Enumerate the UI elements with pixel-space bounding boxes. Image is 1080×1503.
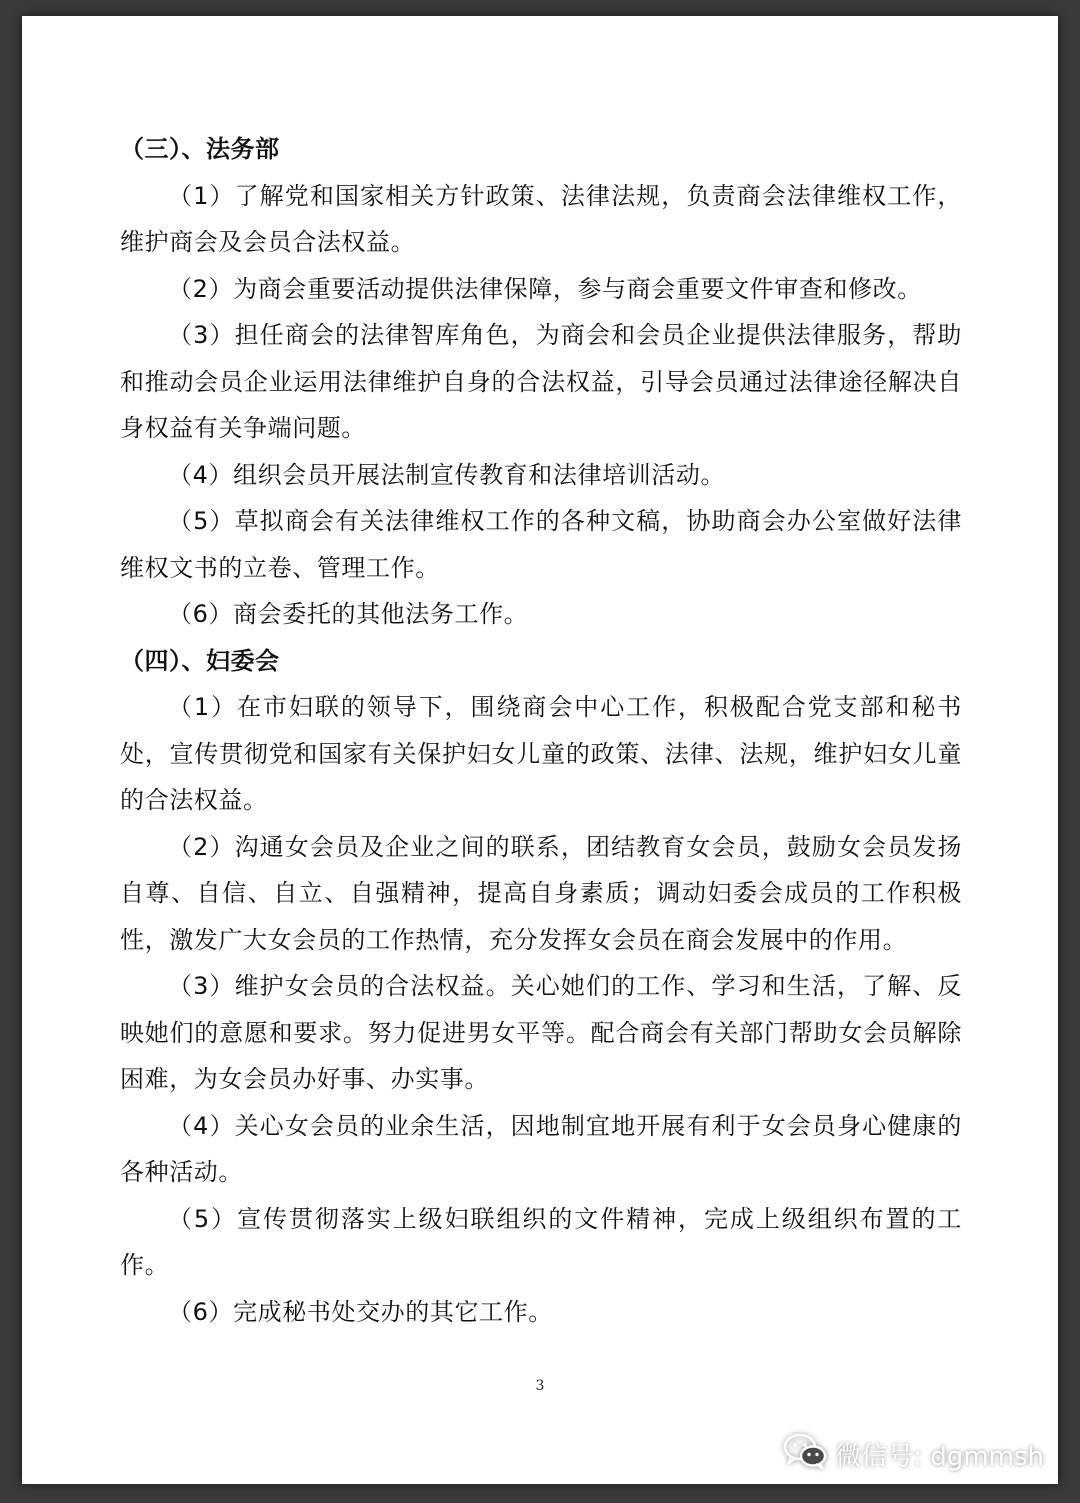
paragraph: （4）关心女会员的业余生活，因地制宜地开展有利于女会员身心健康的各种活动。 <box>120 1111 962 1186</box>
document-page <box>22 16 1058 1484</box>
paragraph: （4）组织会员开展法制宣传教育和法律培训活动。 <box>168 460 726 489</box>
paragraph: （2）沟通女会员及企业之间的联系，团结教育女会员，鼓励女会员发扬自尊、自信、自立、自强精神，提高自身素质；调动妇委会成员的工作积极性，激发广大女会员的工作热情，充分发挥女会员在商会发展中的作用。 <box>120 832 962 954</box>
paragraph: （5）草拟商会有关法律维权工作的各种文稿，协助商会办公室做好法律维权文书的立卷、管理工作。 <box>120 507 962 582</box>
paragraph: （3）维护女会员的合法权益。关心她们的工作、学习和生活，了解、反映她们的意愿和要求。努力促进男女平等。配合商会有关部门帮助女会员解除困难，为女会员办好事、办实事。 <box>120 972 962 1093</box>
wechat-icon <box>783 1432 827 1477</box>
section-heading: （四）、妇委会 <box>120 646 280 675</box>
paragraph: （2）为商会重要活动提供法律保障，参与商会重要文件审查和修改。 <box>168 274 922 303</box>
paragraph: （6）完成秘书处交办的其它工作。 <box>168 1297 553 1326</box>
page-number: 3 <box>535 1378 545 1394</box>
paragraph: （1）了解党和国家相关方针政策、法律法规，负责商会法律维权工作，维护商会及会员合法权益。 <box>120 181 962 256</box>
watermark <box>783 1432 1044 1477</box>
section-heading: （三）、法务部 <box>120 135 280 163</box>
paragraph: （6）商会委托的其他法务工作。 <box>168 600 529 628</box>
paragraph: （3）担任商会的法律智库角色，为商会和会员企业提供法律服务，帮助和推动会员企业运用法律维护自身的合法权益，引导会员通过法律途径解决自身权益有关争端问题。 <box>120 321 962 442</box>
paragraph: （5）宣传贯彻落实上级妇联组织的文件精神，完成上级组织布置的工作。 <box>120 1204 962 1279</box>
document-body <box>120 126 962 1335</box>
section-legal <box>120 126 962 638</box>
section-womens-committee <box>120 638 962 1336</box>
watermark-text: 微信号: dgmmsh <box>835 1442 1044 1472</box>
paragraph: （1）在市妇联的领导下，围绕商会中心工作，积极配合党支部和秘书处，宣传贯彻党和国家有关保护妇女儿童的政策、法律、法规，维护妇女儿童的合法权益。 <box>120 693 962 814</box>
